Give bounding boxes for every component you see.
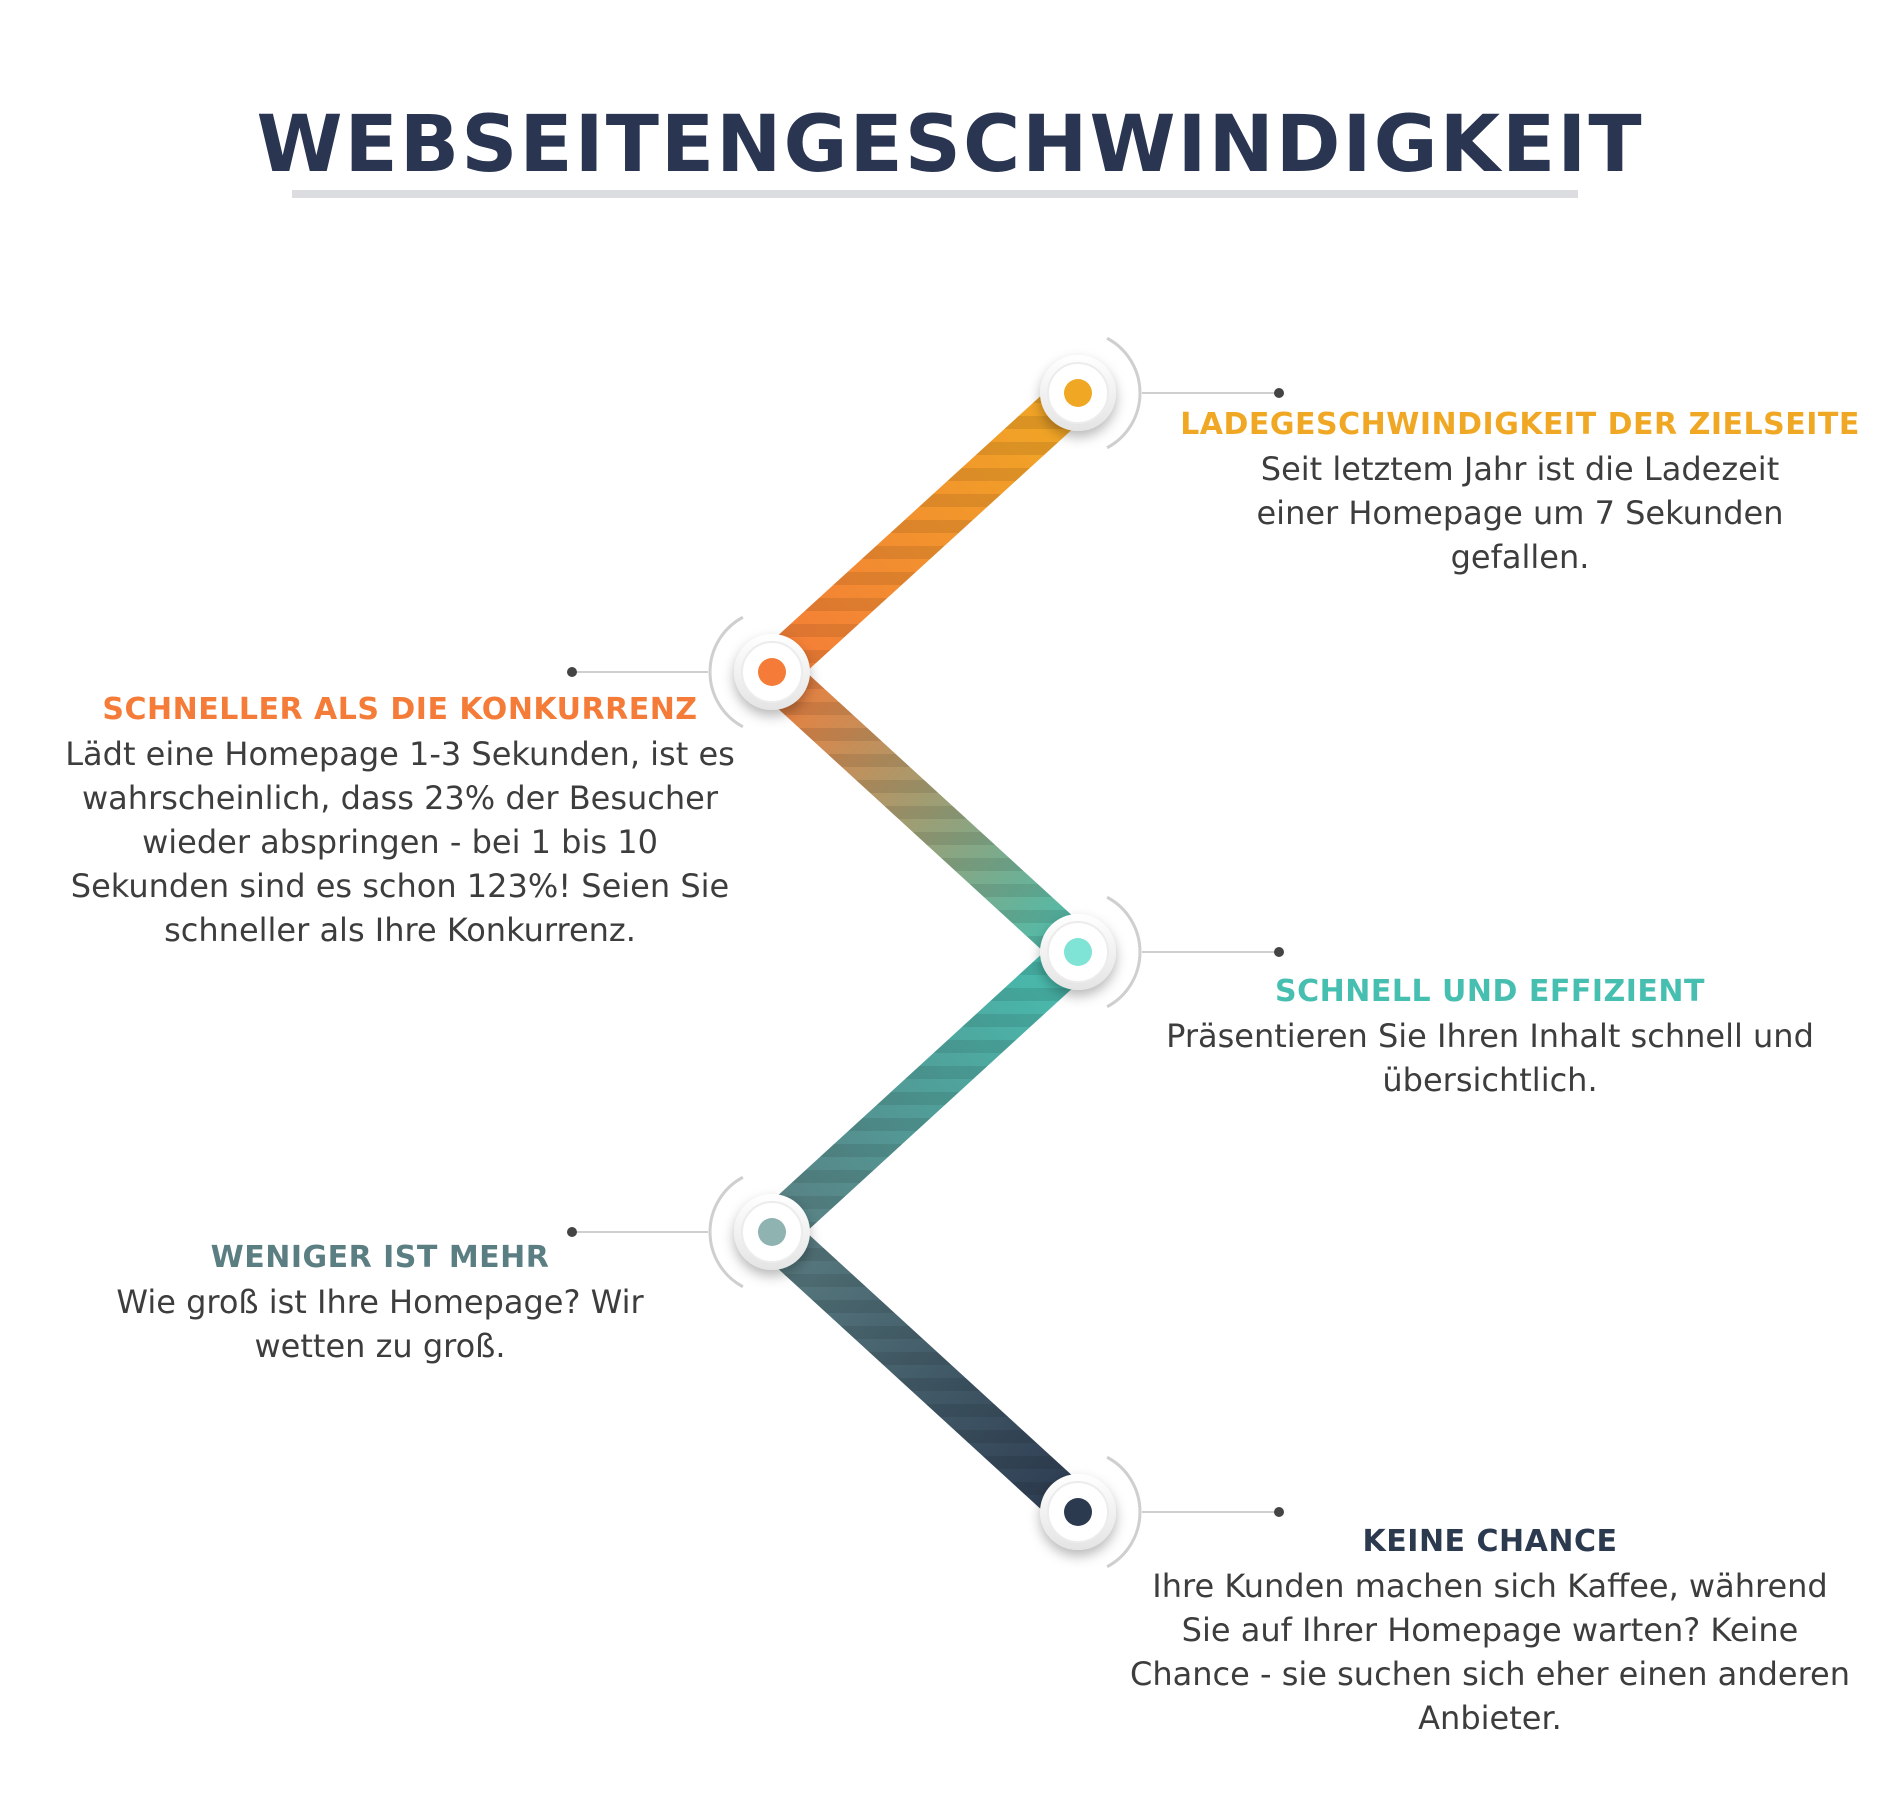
step-node-dot	[758, 1218, 786, 1246]
step-text-3: Präsentieren Sie Ihren Inhalt schnell und übersichtlich.	[1166, 1017, 1814, 1099]
page-title: WEBSEITENGESCHWINDIGKEIT	[256, 100, 1644, 190]
step-text-2: Lädt eine Homepage 1-3 Sekunden, ist es wahrscheinlich, dass 23% der Besucher wieder abspringen - bei 1 bis 10 Sekunden sind es schon 123%! Seien Sie schneller als Ihre Konkurrenz.	[65, 735, 735, 949]
connector-dot	[567, 1227, 577, 1237]
path-segment-stripes	[772, 393, 1078, 672]
step-heading-2: SCHNELLER ALS DIE KONKURRENZ	[102, 692, 698, 727]
step-heading-3: SCHNELL UND EFFIZIENT	[1275, 974, 1705, 1009]
step-node-dot	[758, 658, 786, 686]
step-block-5	[1125, 1522, 1855, 1740]
step-heading-4: WENIGER IST MEHR	[210, 1240, 550, 1275]
step-block-4	[85, 1238, 675, 1368]
step-text-5: Ihre Kunden machen sich Kaffee, während Sie auf Ihrer Homepage warten? Keine Chance - sie suchen sich eher einen anderen Anbieter.	[1130, 1567, 1850, 1737]
step-node-dot	[1064, 379, 1092, 407]
step-heading-1: LADEGESCHWINDIGKEIT DER ZIELSEITE	[1180, 407, 1860, 442]
connector-dot	[1274, 1507, 1284, 1517]
connector-dot	[567, 667, 577, 677]
path-segment-stripes	[772, 952, 1078, 1232]
connector-dot	[1274, 947, 1284, 957]
step-heading-5: KEINE CHANCE	[1362, 1524, 1618, 1559]
path-segment-stripes	[772, 672, 1078, 952]
step-text-4: Wie groß ist Ihre Homepage? Wir wetten zu groß.	[116, 1283, 644, 1365]
path-segment-stripes	[772, 1232, 1078, 1512]
step-block-2	[60, 690, 740, 952]
step-node-dot	[1064, 1498, 1092, 1526]
step-text-1: Seit letztem Jahr ist die Ladezeit einer Homepage um 7 Sekunden gefallen.	[1256, 450, 1784, 576]
step-node-dot	[1064, 938, 1092, 966]
title-underline	[292, 190, 1578, 198]
step-block-3	[1140, 972, 1840, 1102]
connector-dot	[1274, 388, 1284, 398]
step-block-1	[1135, 405, 1900, 579]
